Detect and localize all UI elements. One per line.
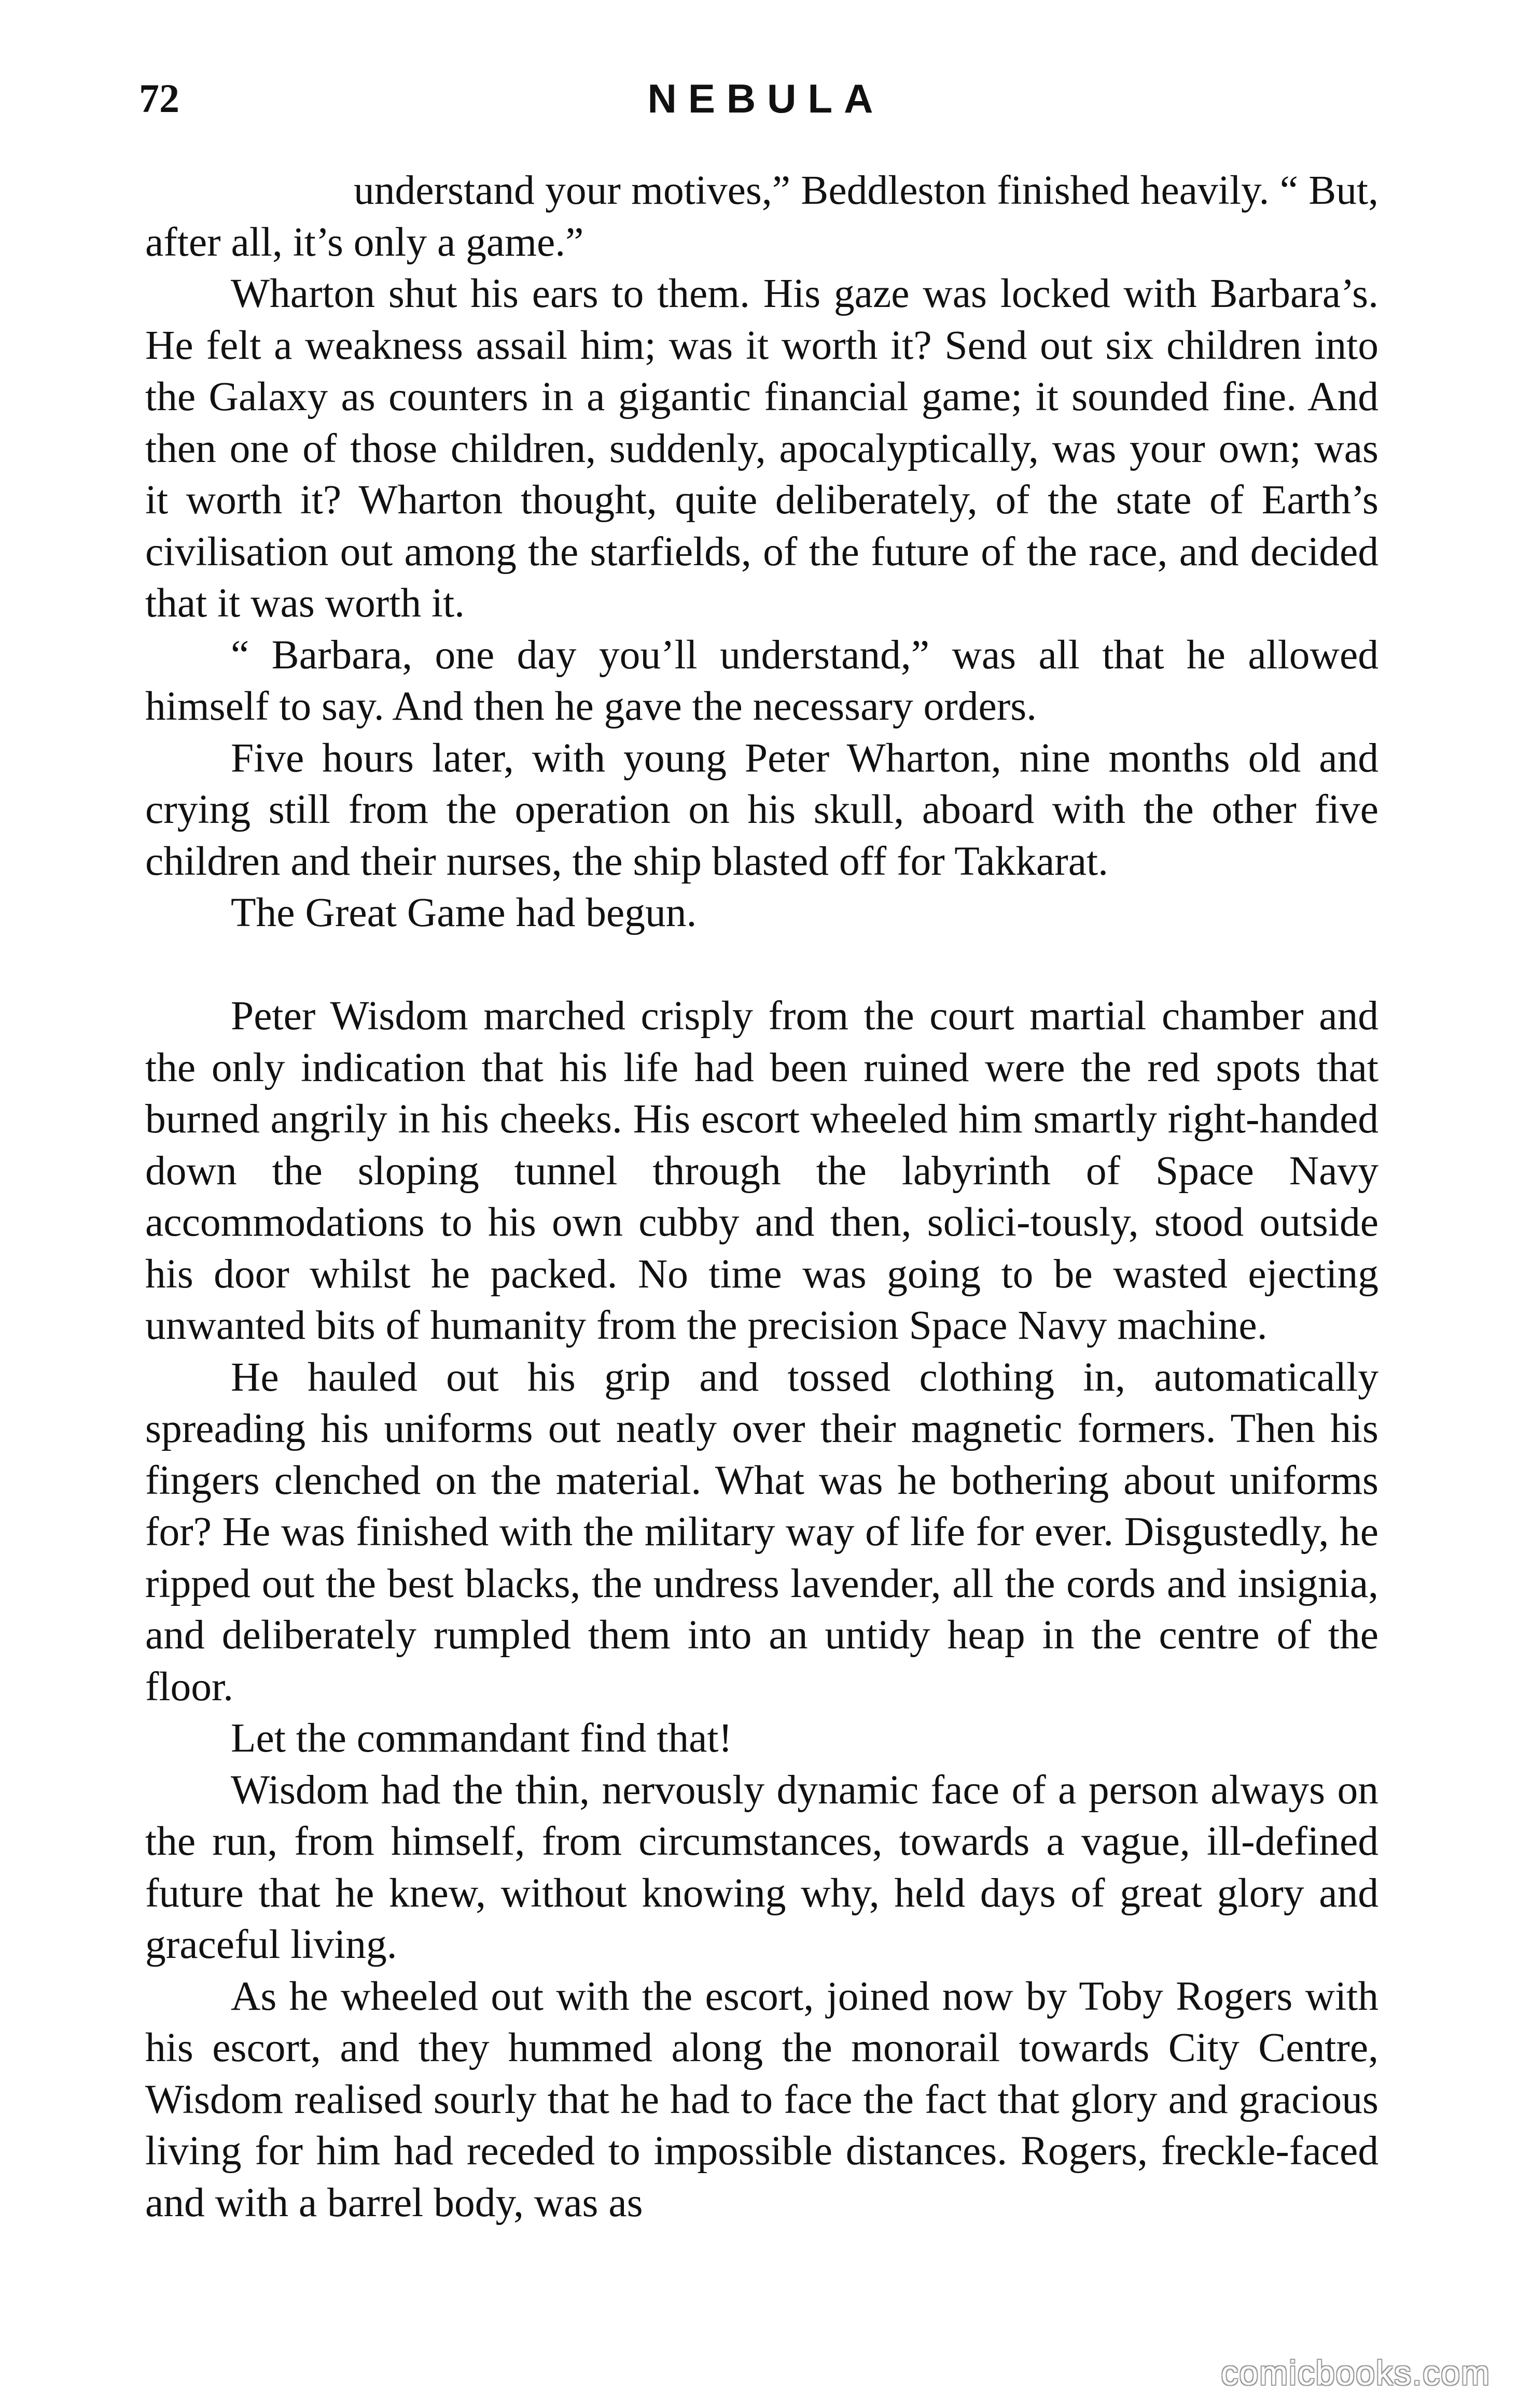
paragraph: understand your motives,” Beddleston finished heavily. “ But, after all, it’s only a game.”	[145, 167, 1378, 265]
paragraph: Peter Wisdom marched crisply from the court martial chamber and the only indication that his life had been ruined were the red spots that burned angrily in his cheeks. His escort wheeled him smartly right-handed down the sloping tunnel through the labyrinth of Space Navy accommodations to his own cubby and then, solici-tously, stood outside his door whilst he packed. No time was going to be wasted ejecting unwanted bits of humanity from the precision Space Navy machine.	[145, 993, 1378, 1348]
paragraph: As he wheeled out with the escort, joined now by Toby Rogers with his escort, and they hummed along the monorail towards City Centre, Wisdom realised sourly that he had to face the fact that glory and gracious living for him had receded to impossible distances. Rogers, freckle-faced and with a barrel body, was as	[145, 1973, 1378, 2225]
paragraph: He hauled out his grip and tossed clothing in, automatically spreading his uniforms out neatly over their magnetic formers. Then his fingers clenched on the material. What was he bothering about uniforms for? He was finished with the military way of life for ever. Disgustedly, he ripped out the best blacks, the undress lavender, all the cords and insignia, and deliberately rumpled them into an untidy heap in the centre of the floor.	[145, 1354, 1378, 1710]
running-title: NEBULA	[647, 76, 885, 121]
paragraph: Let the commandant find that!	[231, 1715, 732, 1761]
paragraph: “ Barbara, one day you’ll understand,” was all that he allowed himself to say. And then he gave the necessary orders.	[145, 632, 1378, 729]
body-text	[145, 165, 1378, 2229]
page-header	[0, 70, 1532, 127]
paragraph: Wisdom had the thin, nervously dynamic face of a person always on the run, from himself, from circumstances, towards a vague, ill-defined future that he knew, without knowing why, held days of great glory and graceful living.	[145, 1767, 1378, 1967]
paragraph: Wharton shut his ears to them. His gaze was locked with Barbara’s. He felt a weakness assail him; was it worth it? Send out six children into the Galaxy as counters in a gigantic financial game; it sounded fine. And then one of those children, suddenly, apocalyptically, was your own; was it worth it? Wharton thought, quite deliberately, of the state of Earth’s civilisation out among the starfields, of the future of the race, and decided that it was worth it.	[145, 271, 1378, 626]
paragraph: The Great Game had begun.	[231, 890, 697, 935]
paragraph: Five hours later, with young Peter Wharton, nine months old and crying still from the operation on his skull, aboard with the other five children and their nurses, the ship blasted off for Takkarat.	[145, 735, 1378, 884]
page-number: 72	[139, 76, 179, 121]
watermark: comicbooks.com	[1221, 2354, 1491, 2392]
